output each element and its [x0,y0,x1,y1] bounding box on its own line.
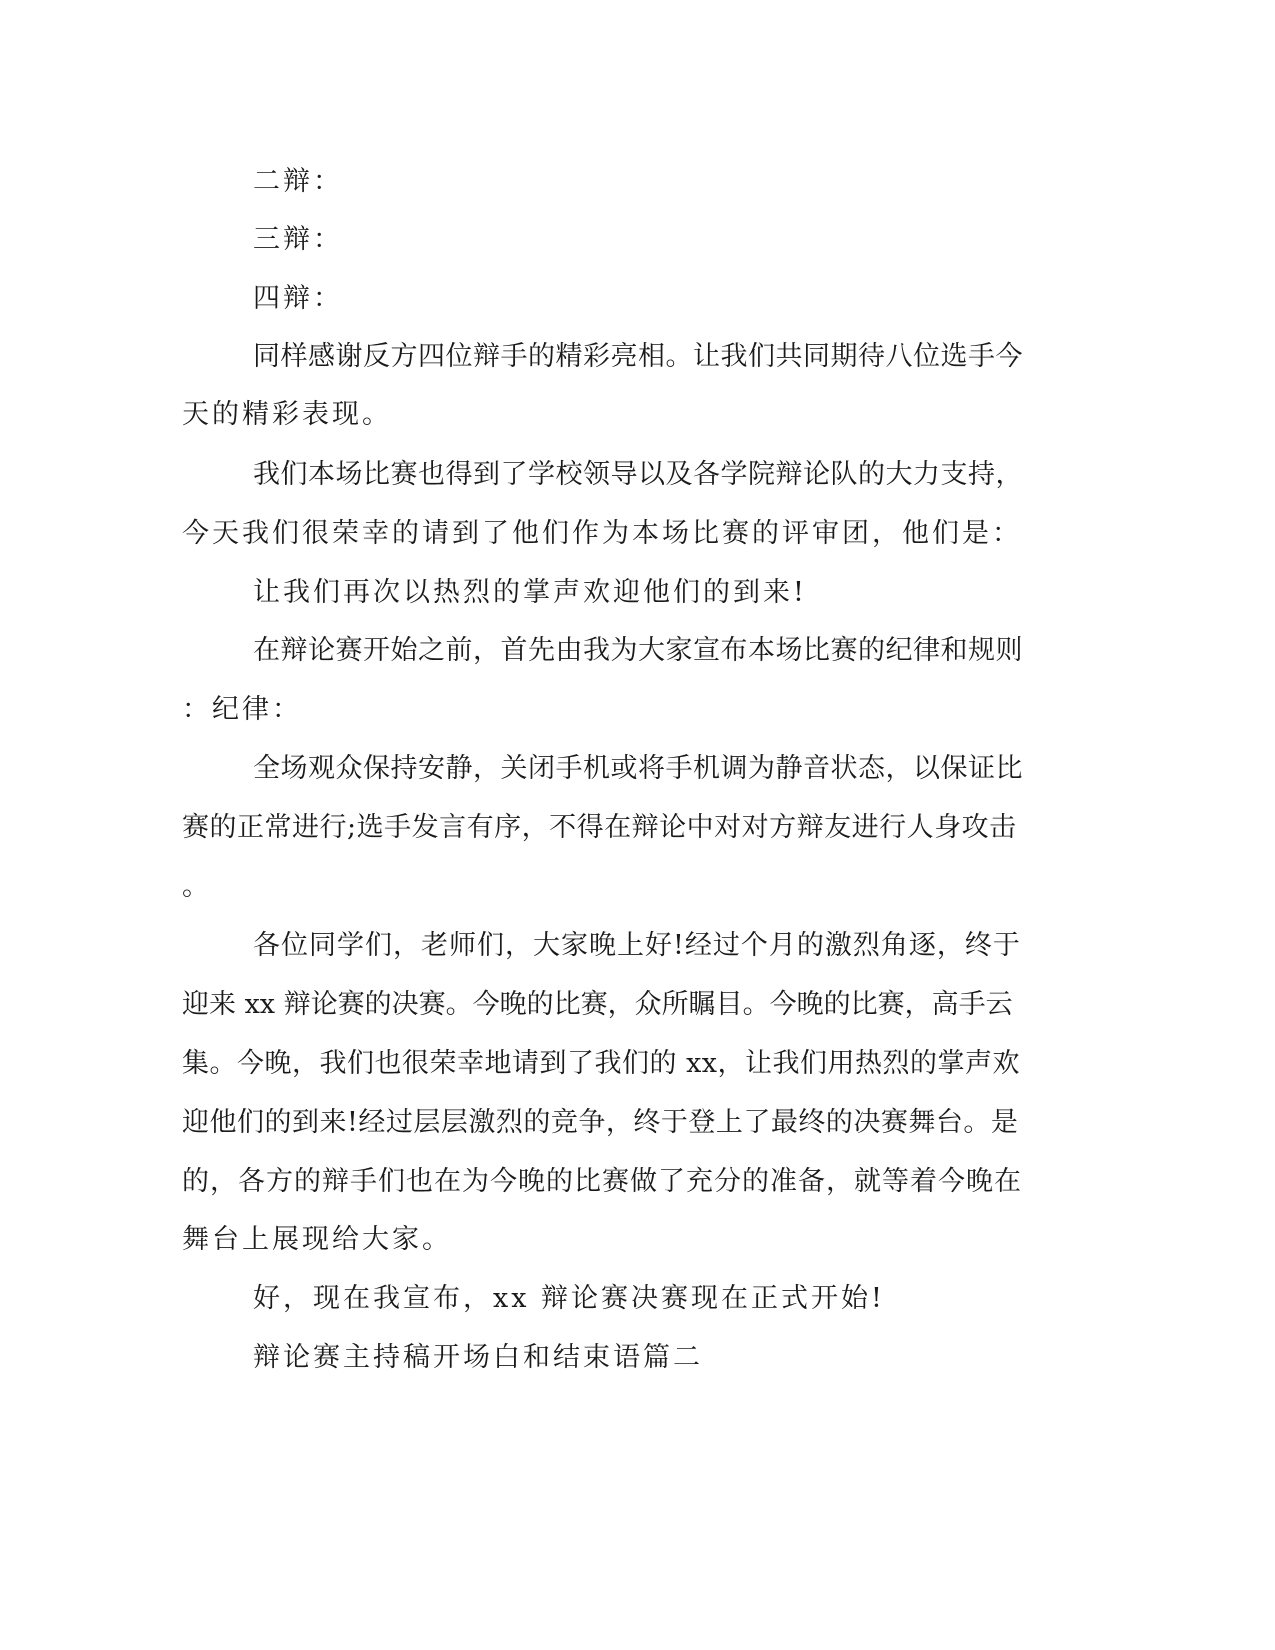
text-line: 。 [182,871,212,902]
text-line: 集。今晚，我们也很荣幸地请到了我们的 xx，让我们用热烈的掌声欢 [182,1048,1021,1079]
text-line: 同样感谢反方四位辩手的精彩亮相。让我们共同期待八位选手今 [253,341,1023,372]
text-line: 让我们再次以热烈的掌声欢迎他们的到来! [253,577,807,608]
text-line: ：纪律： [182,694,302,725]
text-line: 各位同学们，老师们，大家晚上好!经过个月的激烈角逐，终于 [253,930,1021,961]
text-line: 四辩： [253,283,343,314]
text-line: 好，现在我宣布，xx 辩论赛决赛现在正式开始! [253,1283,885,1314]
text-line: 今天我们很荣幸的请到了他们作为本场比赛的评审团，他们是： [182,518,1022,549]
text-line: 在辩论赛开始之前，首先由我为大家宣布本场比赛的纪律和规则 [253,635,1023,666]
text-line: 三辩： [253,224,343,255]
text-line: 我们本场比赛也得到了学校领导以及各学院辩论队的大力支持， [253,459,1023,490]
section-heading: 辩论赛主持稿开场白和结束语篇二 [253,1342,703,1373]
text-line: 二辩： [253,166,343,197]
text-line: 赛的正常进行;选手发言有序，不得在辩论中对对方辩友进行人身攻击 [182,812,1017,843]
text-line: 全场观众保持安静，关闭手机或将手机调为静音状态，以保证比 [253,753,1023,784]
text-line: 迎他们的到来!经过层层激烈的竞争，终于登上了最终的决赛舞台。是 [182,1107,1019,1138]
text-line: 的，各方的辩手们也在为今晚的比赛做了充分的准备，就等着今晚在 [182,1166,1022,1197]
text-line: 舞台上展现给大家。 [182,1224,452,1255]
text-line: 天的精彩表现。 [182,399,392,430]
text-line: 迎来 xx 辩论赛的决赛。今晚的比赛，众所瞩目。今晚的比赛，高手云 [182,989,1013,1020]
